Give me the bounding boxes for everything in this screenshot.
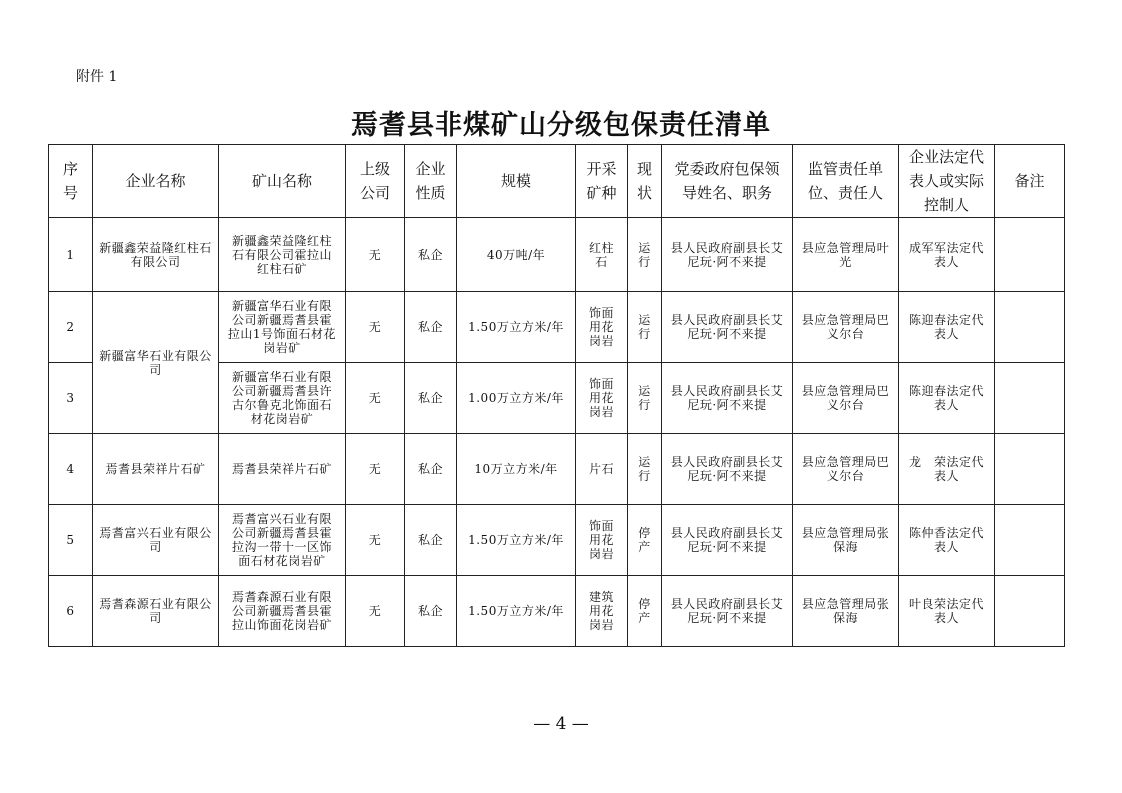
cell-leader: 县人民政府副县长艾尼玩·阿不来提 [662,363,793,434]
header-parent: 上级公司 [346,145,405,218]
cell-parent: 无 [346,292,405,363]
cell-leader: 县人民政府副县长艾尼玩·阿不来提 [662,218,793,292]
cell-status: 运行 [628,434,662,505]
cell-mine: 焉耆森源石业有限公司新疆焉耆县霍拉山饰面花岗岩矿 [219,576,346,647]
cell-nature: 私企 [405,576,457,647]
header-mine: 矿山名称 [219,145,346,218]
cell-nature: 私企 [405,434,457,505]
cell-remark [995,576,1065,647]
cell-remark [995,363,1065,434]
cell-remark [995,505,1065,576]
cell-seq: 1 [49,218,93,292]
cell-nature: 私企 [405,292,457,363]
cell-mine: 新疆富华石业有限公司新疆焉耆县霍拉山1号饰面石材花岗岩矿 [219,292,346,363]
cell-scale: 40万吨/年 [457,218,576,292]
header-legal-rep: 企业法定代表人或实际控制人 [899,145,995,218]
table-row [49,434,1065,505]
cell-company: 新疆鑫荣益隆红柱石有限公司 [93,218,219,292]
cell-supervisor: 县应急管理局巴义尔台 [793,434,899,505]
table-header-row [49,145,1065,218]
table-row [49,505,1065,576]
cell-scale: 1.50万立方米/年 [457,576,576,647]
cell-nature: 私企 [405,505,457,576]
cell-parent: 无 [346,363,405,434]
cell-scale: 1.50万立方米/年 [457,505,576,576]
cell-parent: 无 [346,576,405,647]
cell-legal-rep: 陈仲香法定代表人 [899,505,995,576]
header-leader: 党委政府包保领导姓名、职务 [662,145,793,218]
cell-status: 停产 [628,576,662,647]
cell-company: 焉耆森源石业有限公司 [93,576,219,647]
table-row [49,292,1065,363]
cell-supervisor: 县应急管理局张保海 [793,505,899,576]
cell-mineral: 饰面用花岗岩 [576,292,628,363]
cell-mineral: 片石 [576,434,628,505]
cell-legal-rep: 龙 荣法定代表人 [899,434,995,505]
cell-mineral: 红柱石 [576,218,628,292]
cell-status: 运行 [628,218,662,292]
cell-mineral: 建筑用花岗岩 [576,576,628,647]
cell-supervisor: 县应急管理局巴义尔台 [793,363,899,434]
cell-nature: 私企 [405,218,457,292]
table-row [49,576,1065,647]
cell-seq: 3 [49,363,93,434]
cell-seq: 4 [49,434,93,505]
table-row [49,218,1065,292]
cell-scale: 1.00万立方米/年 [457,363,576,434]
cell-mine: 焉耆县荣祥片石矿 [219,434,346,505]
cell-parent: 无 [346,434,405,505]
cell-seq: 6 [49,576,93,647]
cell-supervisor: 县应急管理局叶光 [793,218,899,292]
cell-mine: 焉耆富兴石业有限公司新疆焉耆县霍拉沟一带十一区饰面石材花岗岩矿 [219,505,346,576]
cell-company: 焉耆富兴石业有限公司 [93,505,219,576]
header-remark: 备注 [995,145,1065,218]
header-company: 企业名称 [93,145,219,218]
cell-scale: 10万立方米/年 [457,434,576,505]
cell-remark [995,434,1065,505]
cell-company: 焉耆县荣祥片石矿 [93,434,219,505]
cell-company-merged: 新疆富华石业有限公司 [93,292,219,434]
cell-legal-rep: 陈迎春法定代表人 [899,363,995,434]
cell-nature: 私企 [405,363,457,434]
header-supervisor: 监管责任单位、责任人 [793,145,899,218]
cell-status: 停产 [628,505,662,576]
responsibility-table [48,144,1065,647]
header-nature: 企业性质 [405,145,457,218]
cell-status: 运行 [628,292,662,363]
cell-leader: 县人民政府副县长艾尼玩·阿不来提 [662,292,793,363]
cell-leader: 县人民政府副县长艾尼玩·阿不来提 [662,505,793,576]
cell-scale: 1.50万立方米/年 [457,292,576,363]
page-number: — 4 — [533,714,589,734]
cell-mine: 新疆鑫荣益隆红柱石有限公司霍拉山红柱石矿 [219,218,346,292]
cell-legal-rep: 陈迎春法定代表人 [899,292,995,363]
cell-remark [995,218,1065,292]
cell-supervisor: 县应急管理局张保海 [793,576,899,647]
cell-parent: 无 [346,505,405,576]
cell-status: 运行 [628,363,662,434]
cell-seq: 2 [49,292,93,363]
header-seq: 序号 [49,145,93,218]
document-title: 焉耆县非煤矿山分级包保责任清单 [351,110,771,141]
cell-mineral: 饰面用花岗岩 [576,505,628,576]
header-mineral: 开采矿种 [576,145,628,218]
cell-mineral: 饰面用花岗岩 [576,363,628,434]
cell-legal-rep: 叶良荣法定代表人 [899,576,995,647]
cell-parent: 无 [346,218,405,292]
cell-seq: 5 [49,505,93,576]
cell-leader: 县人民政府副县长艾尼玩·阿不来提 [662,576,793,647]
header-status: 现状 [628,145,662,218]
cell-mine: 新疆富华石业有限公司新疆焉耆县许古尔鲁克北饰面石材花岗岩矿 [219,363,346,434]
cell-remark [995,292,1065,363]
header-scale: 规模 [457,145,576,218]
cell-legal-rep: 成军军法定代表人 [899,218,995,292]
cell-leader: 县人民政府副县长艾尼玩·阿不来提 [662,434,793,505]
attachment-label: 附件 1 [76,69,118,85]
cell-supervisor: 县应急管理局巴义尔台 [793,292,899,363]
